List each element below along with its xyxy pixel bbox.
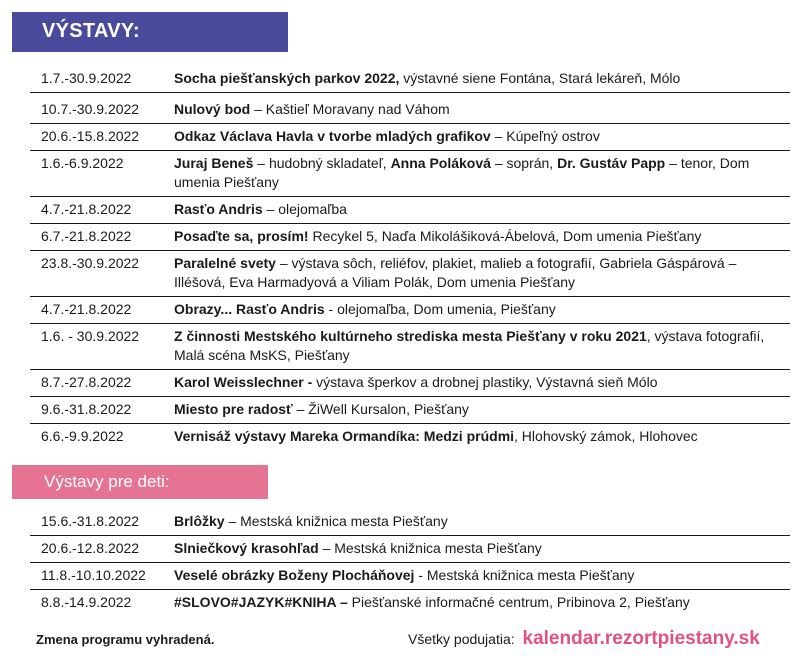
exhibition-description	[174, 593, 790, 612]
exhibition-description	[174, 327, 790, 365]
exhibition-date: 10.7.-30.9.2022	[41, 101, 140, 117]
exhibition-details: – Mestská knižnica mesta Piešťany	[318, 540, 542, 556]
exhibition-title: Miesto pre radosť	[174, 401, 293, 417]
exhibition-title: Veselé obrázky Boženy Plocháňovej	[174, 567, 415, 583]
exhibition-title: Brlôžky	[174, 513, 225, 529]
exhibition-row	[30, 151, 790, 197]
program-change-note: Zmena programu vyhradená.	[36, 632, 215, 647]
kids-exhibitions-heading-banner	[12, 465, 268, 499]
exhibition-description	[174, 512, 790, 531]
exhibitions-list	[30, 66, 790, 450]
exhibition-date: 1.6. - 30.9.2022	[41, 328, 140, 344]
exhibition-date: 20.6.-15.8.2022	[41, 128, 140, 144]
exhibition-description	[174, 200, 790, 219]
exhibition-details: výstava šperkov a drobnej plastiky, Výstavná sieň Mólo	[312, 374, 658, 390]
exhibition-row	[30, 66, 790, 93]
exhibition-details: – Mestská knižnica mesta Piešťany	[224, 513, 448, 529]
exhibition-description	[174, 373, 790, 392]
exhibition-date: 23.8.-30.9.2022	[41, 255, 140, 271]
exhibition-description	[174, 100, 790, 119]
exhibition-row	[30, 124, 790, 151]
exhibition-row	[30, 251, 790, 297]
exhibition-date: 6.6.-9.9.2022	[41, 428, 124, 444]
exhibition-row	[30, 297, 790, 324]
kids-exhibitions-heading: Výstavy pre deti:	[44, 472, 170, 491]
exhibition-row	[30, 590, 790, 616]
exhibition-details: , výstava fotografií, Malá scéna MsKS, Piešťany	[174, 328, 765, 363]
exhibition-title: Socha piešťanských parkov 2022,	[174, 70, 400, 86]
exhibition-description	[174, 566, 790, 585]
exhibition-row	[30, 224, 790, 251]
exhibition-row	[30, 397, 790, 424]
exhibition-title: Paralelné svety	[174, 255, 276, 271]
exhibition-description	[174, 400, 790, 419]
exhibition-title: Vernisáž výstavy Mareka Ormandíka: Medzi prúdmi	[174, 428, 515, 444]
exhibition-date: 20.6.-12.8.2022	[41, 540, 140, 556]
exhibition-description	[174, 539, 790, 558]
exhibition-description	[174, 300, 790, 319]
exhibition-title: Posaďte sa, prosím!	[174, 228, 309, 244]
exhibition-row	[30, 424, 790, 450]
exhibition-details: – ŽiWell Kursalon, Piešťany	[292, 401, 469, 417]
exhibition-title: Odkaz Václava Havla v tvorbe mladých grafikov	[174, 128, 491, 144]
exhibition-title: Slniečkový krasohľad	[174, 540, 319, 556]
exhibitions-heading: VÝSTAVY:	[42, 20, 140, 42]
exhibition-description	[174, 69, 790, 88]
exhibition-title: Anna Poláková	[390, 155, 491, 171]
exhibition-details: Piešťanské informačné centrum, Pribinova 2, Piešťany	[347, 594, 690, 610]
exhibition-row	[30, 536, 790, 563]
exhibition-title: Juraj Beneš	[174, 155, 254, 171]
exhibition-date: 9.6.-31.8.2022	[41, 401, 132, 417]
exhibition-details: - olejomaľba, Dom umenia, Piešťany	[324, 301, 556, 317]
exhibition-row	[30, 93, 790, 124]
exhibition-details: – soprán,	[490, 155, 558, 171]
exhibition-description	[174, 227, 790, 246]
exhibition-details: – Kaštieľ Moravany nad Váhom	[250, 101, 450, 117]
exhibitions-heading-banner	[12, 12, 288, 52]
exhibition-details: - Mestská knižnica mesta Piešťany	[414, 567, 635, 583]
exhibition-date: 8.7.-27.8.2022	[41, 374, 132, 390]
exhibition-description	[174, 427, 790, 446]
exhibition-date: 1.6.-6.9.2022	[41, 155, 124, 171]
exhibition-date: 4.7.-21.8.2022	[41, 301, 132, 317]
exhibition-details: výstavné siene Fontána, Stará lekáreň, Mólo	[399, 70, 681, 86]
exhibition-row	[30, 324, 790, 370]
exhibition-title: Obrazy... Rasťo Andris	[174, 301, 325, 317]
exhibition-date: 4.7.-21.8.2022	[41, 201, 132, 217]
exhibition-description	[174, 154, 790, 192]
exhibition-description	[174, 127, 790, 146]
exhibition-row	[30, 563, 790, 590]
all-events-line	[408, 628, 760, 650]
exhibition-title: Dr. Gustáv Papp	[557, 155, 666, 171]
exhibition-details: – olejomaľba	[262, 201, 347, 217]
calendar-link[interactable]: kalendar.rezortpiestany.sk	[522, 628, 760, 649]
exhibition-details: – tenor, Dom umenia Piešťany	[174, 155, 750, 190]
exhibition-description	[174, 254, 790, 292]
all-events-label: Všetky podujatia:	[408, 631, 515, 647]
kids-exhibitions-list	[30, 509, 790, 616]
exhibition-title: #SLOVO#JAZYK#KNIHA –	[174, 594, 348, 610]
exhibition-title: Z činnosti Mestského kultúrneho strediska mesta Piešťany v roku 2021	[174, 328, 647, 344]
exhibition-row	[30, 509, 790, 536]
exhibition-row	[30, 370, 790, 397]
exhibition-title: Rasťo Andris	[174, 201, 263, 217]
exhibition-title: Nulový bod	[174, 101, 251, 117]
exhibition-date: 1.7.-30.9.2022	[41, 70, 132, 86]
exhibition-details: Recykel 5, Naďa Mikolášiková-Ábelová, Dom umenia Piešťany	[308, 228, 702, 244]
exhibition-date: 15.6.-31.8.2022	[41, 513, 140, 529]
exhibition-details: – Kúpeľný ostrov	[490, 128, 600, 144]
exhibition-row	[30, 197, 790, 224]
exhibition-date: 11.8.-10.10.2022	[41, 567, 146, 583]
exhibition-details: , Hlohovský zámok, Hlohovec	[514, 428, 698, 444]
exhibition-date: 6.7.-21.8.2022	[41, 228, 132, 244]
exhibition-date: 8.8.-14.9.2022	[41, 594, 132, 610]
exhibition-details: – výstava sôch, reliéfov, plakiet, malieb a fotografií, Gabriela Gáspárová – Illéšová, Eva Harmadyová a Viliam Polák, Dom umenia Piešťany	[174, 255, 737, 290]
exhibition-title: Karol Weisslechner -	[174, 374, 313, 390]
exhibition-details: – hudobný skladateľ,	[253, 155, 391, 171]
